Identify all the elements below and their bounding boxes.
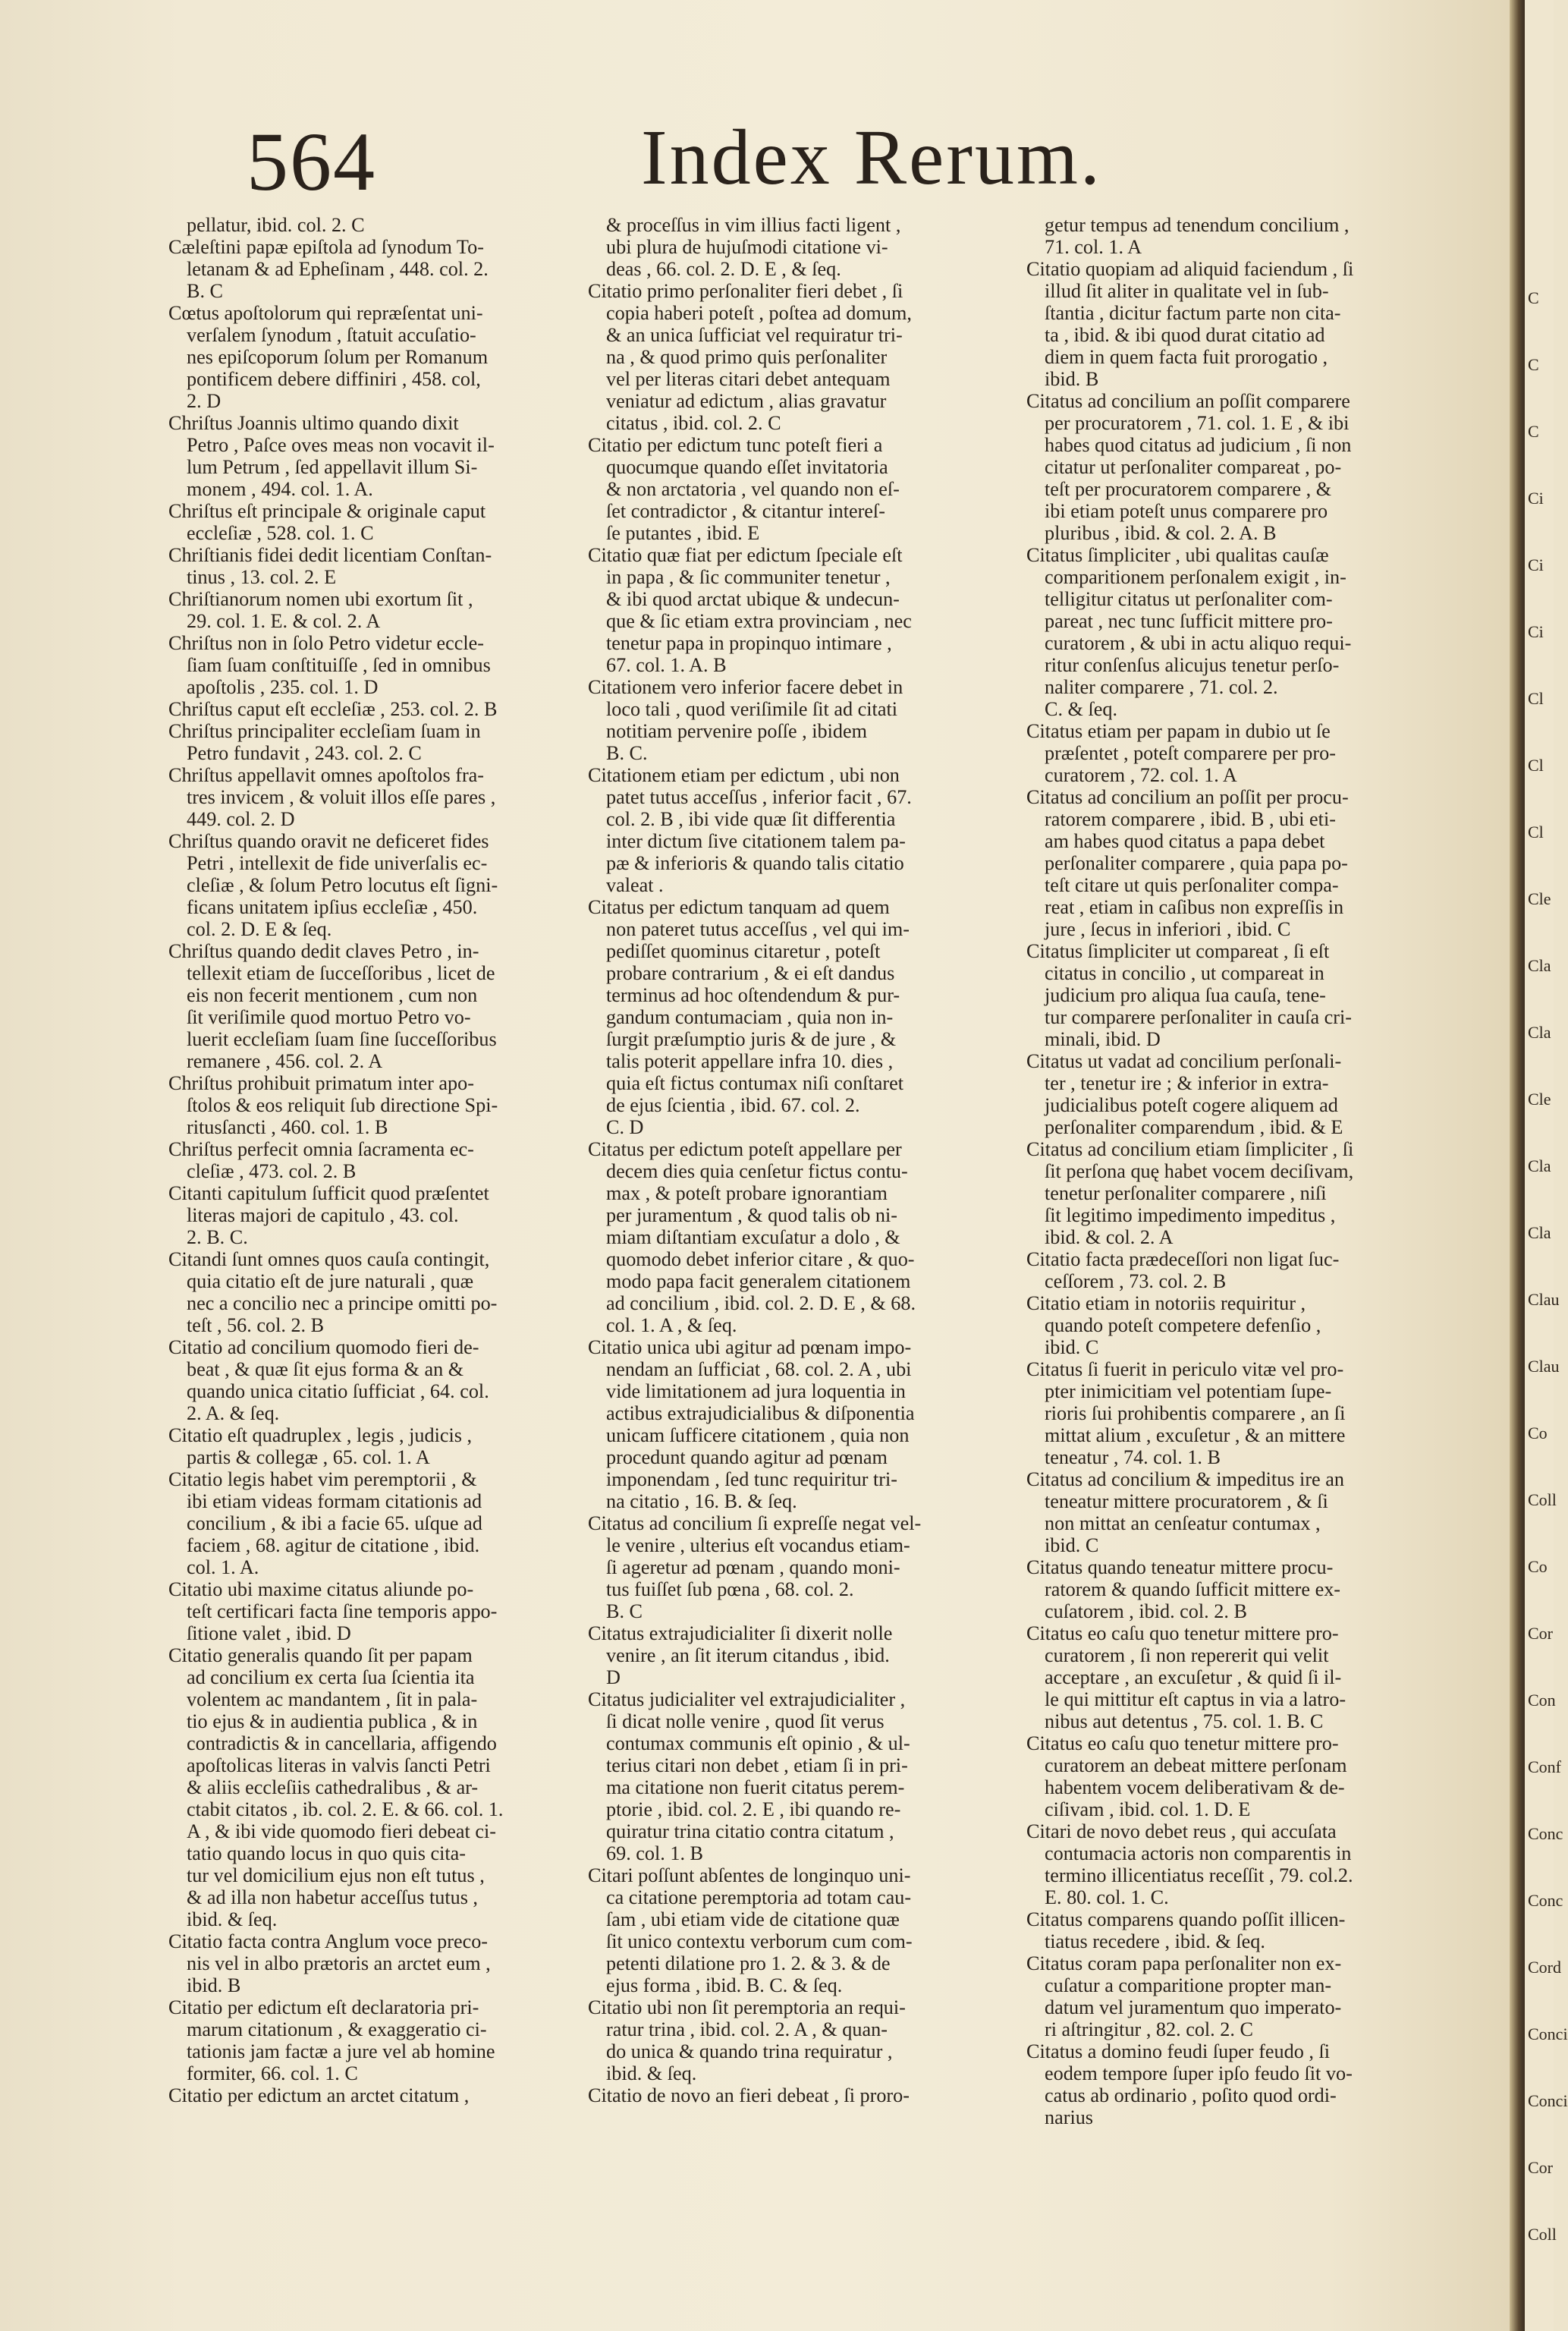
index-line: contumax communis eſt opinio , & ul- — [606, 1732, 910, 1754]
index-line: letanam & ad Epheſinam , 448. col. 2. — [187, 258, 489, 280]
next-page-fragment: C — [1528, 355, 1539, 374]
index-line: Citari poſſunt abſentes de longinquo uni- — [588, 1864, 911, 1886]
next-page-fragment: Cle — [1528, 1090, 1551, 1109]
index-line: Citatus ut vadat ad concilium perſonali- — [1026, 1050, 1342, 1072]
index-line: Chriſtus caput eſt eccleſiæ , 253. col. 2. B — [168, 698, 498, 720]
index-line: Citatus eo caſu quo tenetur mittere pro- — [1026, 1622, 1339, 1644]
index-line: Citatio ad concilium quomodo fieri de- — [168, 1336, 479, 1358]
index-line: non pateret tutus acceſſus , vel qui im- — [606, 918, 910, 940]
index-line: monem , 494. col. 1. A. — [187, 478, 373, 500]
index-line: Citari de novo debet reus , qui accuſata — [1026, 1820, 1337, 1842]
index-line: Citatio eſt quadruplex , legis , judicis , — [168, 1424, 473, 1446]
index-line: teſt certificari facta ſine temporis appo- — [187, 1600, 498, 1622]
next-page-fragment: Cl — [1528, 689, 1544, 708]
index-line: mittat alium , excuſetur , & an mittere — [1045, 1424, 1346, 1446]
index-line: jure , ſecus in inferiori , ibid. C — [1045, 918, 1291, 940]
index-line: Citatus ſimpliciter , ubi qualitas cauſæ — [1026, 544, 1329, 566]
index-line: Citatio quæ fiat per edictum ſpeciale eſt — [588, 544, 903, 566]
index-line: B. C — [606, 1600, 643, 1622]
index-line: lum Petrum , ſed appellavit illum Si- — [187, 456, 478, 478]
index-line: 71. col. 1. A — [1045, 236, 1142, 258]
index-line: ratur trina , ibid. col. 2. A , & quan- — [606, 2018, 888, 2040]
index-line: contumacia actoris non comparentis in — [1045, 1842, 1352, 1864]
index-line: acceptare , an excuſetur , & quid ſi il- — [1045, 1666, 1342, 1688]
index-line: cuſatur a comparitione propter man- — [1045, 1974, 1332, 1996]
index-line: tationis jam factæ a jure vel ab homine — [187, 2040, 495, 2062]
index-line: na , & quod primo quis perſonaliter — [606, 346, 888, 368]
index-line: ſet contradictor , & citantur intereſ- — [606, 500, 885, 522]
index-line: vel per literas citari debet antequam — [606, 368, 891, 390]
index-line: quomodo debet inferior citare , & quo- — [606, 1248, 915, 1270]
index-line: Citatus per edictum poteſt appellare per — [588, 1138, 902, 1160]
index-line: 2. D — [187, 390, 222, 412]
next-page-fragment: Conci — [1528, 2091, 1568, 2110]
next-page-fragment: Cla — [1528, 956, 1551, 975]
index-line: quando poteſt competere defenſio , — [1045, 1314, 1321, 1336]
index-line: perſonaliter comparendum , ibid. & E — [1045, 1116, 1343, 1138]
page-number: 564 — [247, 115, 376, 208]
index-line: catus ab ordinario , poſito quod ordi- — [1045, 2084, 1337, 2106]
next-page-fragment: Cl — [1528, 756, 1544, 775]
index-line: tellexit etiam de ſucceſſoribus , licet de — [187, 962, 495, 984]
index-line: talis poterit appellare infra 10. dies , — [606, 1050, 894, 1072]
index-line: Chriſtus Joannis ultimo quando dixit — [168, 412, 459, 434]
index-line: Citatio ubi maxime citatus aliunde po- — [168, 1578, 474, 1600]
index-line: Chriſtianorum nomen ubi exortum ſit , — [168, 588, 473, 610]
index-line: ri aſtringitur , 82. col. 2. C — [1045, 2018, 1253, 2040]
index-line: pæ & inferioris & quando talis citatio — [606, 852, 904, 874]
index-line: terminus ad hoc oſtendendum & pur- — [606, 984, 900, 1006]
index-line: Citatus a domino feudi ſuper feudo , ſi — [1026, 2040, 1331, 2062]
index-line: Citatus ad concilium an poſſit per procu- — [1026, 786, 1349, 808]
index-line: Citatus extrajudicialiter ſi dixerit nolle — [588, 1622, 893, 1644]
index-line: faciem , 68. agitur de citatione , ibid. — [187, 1534, 480, 1556]
index-line: le qui mittitur eſt captus in via a latro- — [1045, 1688, 1346, 1710]
next-page-fragment: Ci — [1528, 489, 1544, 508]
index-line: datum vel juramentum quo imperato- — [1045, 1996, 1342, 2018]
index-line: C. D — [606, 1116, 644, 1138]
index-line: E. 80. col. 1. C. — [1045, 1886, 1169, 1908]
next-page-fragment: Clau — [1528, 1357, 1560, 1376]
index-line: ratorem comparere , ibid. B , ubi eti- — [1045, 808, 1336, 830]
index-line: ritur conſenſus alicujus tenetur perſo- — [1045, 654, 1340, 676]
index-line: Citatus judicialiter vel extrajudicialiter , — [588, 1688, 906, 1710]
index-line: quocumque quando eſſet invitatoria — [606, 456, 888, 478]
index-line: gandum contumaciam , quia non in- — [606, 1006, 894, 1028]
index-line: habentem vocem deliberativam & de- — [1045, 1776, 1345, 1798]
index-line: comparitionem perſonalem exigit , in- — [1045, 566, 1346, 588]
index-line: B. C — [187, 280, 224, 302]
next-page-fragment: Co — [1528, 1557, 1548, 1576]
index-line: tatio quando locus in quo quis cita- — [187, 1842, 467, 1864]
index-line: miam diſtantiam excuſatur a dolo , & — [606, 1226, 900, 1248]
next-page-fragment: Cor — [1528, 1624, 1553, 1643]
index-line: ibid. & ſeq. — [187, 1908, 278, 1930]
next-page-fragment: Cla — [1528, 1223, 1551, 1242]
index-line: tur comparere perſonaliter in cauſa cri- — [1045, 1006, 1352, 1028]
index-line: que & ſic etiam extra provinciam , nec — [606, 610, 912, 632]
index-line: Citatus comparens quando poſſit illicen- — [1026, 1908, 1346, 1930]
index-line: tiatus recedere , ibid. & ſeq. — [1045, 1930, 1265, 1952]
index-line: tio ejus & in audientia publica , & in — [187, 1710, 478, 1732]
index-line: per procuratorem , 71. col. 1. E , & ibi — [1045, 412, 1350, 434]
index-line: eccleſiæ , 528. col. 1. C — [187, 522, 374, 544]
next-page-fragment: Ci — [1528, 555, 1544, 574]
index-line: Chriſtus non in ſolo Petro videtur eccle- — [168, 632, 485, 654]
index-line: Citatio generalis quando ſit per papam — [168, 1644, 473, 1666]
next-page-fragment: Conc — [1528, 1824, 1563, 1843]
next-page-fragment: Coll — [1528, 2225, 1557, 2244]
index-line: Chriſtus quando dedit claves Petro , in- — [168, 940, 479, 962]
index-line: getur tempus ad tenendum concilium , — [1045, 214, 1350, 236]
index-line: ſurgit præſumptio juris & de jure , & — [606, 1028, 897, 1050]
index-line: terius citari non debet , etiam ſi in pri- — [606, 1754, 908, 1776]
index-line: ter , tenetur ire ; & inferior in extra- — [1045, 1072, 1329, 1094]
index-line: 69. col. 1. B — [606, 1842, 704, 1864]
index-line: curatorem , 72. col. 1. A — [1045, 764, 1237, 786]
index-line: Citatus ad concilium ſi expreſſe negat vel- — [588, 1512, 922, 1534]
index-line: eis non fecerit mentionem , cum non — [187, 984, 478, 1006]
index-line: unicam ſufficere citationem , quia non — [606, 1424, 910, 1446]
index-line: nibus aut detentus , 75. col. 1. B. C — [1045, 1710, 1324, 1732]
index-line: præſentet , poteſt comparere per pro- — [1045, 742, 1336, 764]
index-line: Chriſtianis fidei dedit licentiam Conſtan- — [168, 544, 492, 566]
index-line: Chriſtus quando oravit ne deficeret fides — [168, 830, 489, 852]
index-line: Citatus ſimpliciter ut compareat , ſi eſt — [1026, 940, 1330, 962]
next-page-fragment: Cl — [1528, 823, 1544, 841]
index-line: & non arctatoria , vel quando non eſ- — [606, 478, 900, 500]
index-line: Cœtus apoſtolorum qui repræſentat uni- — [168, 302, 483, 324]
index-line: marum citationum , & exaggeratio ci- — [187, 2018, 487, 2040]
index-line: Citatus ad concilium & impeditus ire an — [1026, 1468, 1344, 1490]
index-line: ibid. B — [1045, 368, 1099, 390]
index-line: Citatio etiam in notoriis requiritur , — [1026, 1292, 1306, 1314]
index-line: venire , an ſit iterum citandus , ibid. — [606, 1644, 890, 1666]
index-line: contradictis & in cancellaria, affigendo — [187, 1732, 497, 1754]
index-line: Chriſtus prohibuit primatum inter apo- — [168, 1072, 474, 1094]
index-line: remanere , 456. col. 2. A — [187, 1050, 383, 1072]
index-line: le venire , ulterius eſt vocandus etiam- — [606, 1534, 910, 1556]
index-line: & ad illa non habetur acceſſus tutus , — [187, 1886, 478, 1908]
index-line: D — [606, 1666, 621, 1688]
index-line: patet tutus acceſſus , inferior facit , 67. — [606, 786, 912, 808]
index-line: eodem tempore ſuper ipſo feudo ſit vo- — [1045, 2062, 1353, 2084]
index-line: partis & collegæ , 65. col. 1. A — [187, 1446, 430, 1468]
index-line: teſt , 56. col. 2. B — [187, 1314, 325, 1336]
index-line: ficans unitatem ipſius eccleſiæ , 450. — [187, 896, 478, 918]
index-line: col. 1. A. — [187, 1556, 259, 1578]
index-line: ſam , ubi etiam vide de citatione quæ — [606, 1908, 900, 1930]
index-line: procedunt quando agitur ad pœnam — [606, 1446, 888, 1468]
index-line: ibid. & ſeq. — [606, 2062, 697, 2084]
index-line: apoſtolis , 235. col. 1. D — [187, 676, 379, 698]
index-line: in papa , & ſic communiter tenetur , — [606, 566, 891, 588]
index-line: cleſiæ , 473. col. 2. B — [187, 1160, 357, 1182]
index-line: ibid. C — [1045, 1336, 1099, 1358]
index-line: Citatio ubi non ſit peremptoria an requi- — [588, 1996, 906, 2018]
next-page-fragment: Cord — [1528, 1958, 1561, 1977]
index-line: rioris ſui prohibentis comparere , an ſi — [1045, 1402, 1346, 1424]
index-line: beat , & quæ ſit ejus forma & an & — [187, 1358, 464, 1380]
index-line: habes quod citatus ad judicium , ſi non — [1045, 434, 1352, 456]
index-line: max , & poteſt probare ignorantiam — [606, 1182, 888, 1204]
index-line: teneatur mittere procuratorem , & ſi — [1045, 1490, 1328, 1512]
index-line: tinus , 13. col. 2. E — [187, 566, 337, 588]
index-line: inter dictum ſive citationem talem pa- — [606, 830, 906, 852]
index-line: tur vel domicilium ejus non eſt tutus , — [187, 1864, 485, 1886]
index-line: Petri , intellexit de fide univerſalis ec- — [187, 852, 488, 874]
index-line: decem dies quia cenſetur fictus contu- — [606, 1160, 908, 1182]
index-line: ritusſancti , 460. col. 1. B — [187, 1116, 388, 1138]
index-line: citatus in concilio , ut compareat in — [1045, 962, 1324, 984]
index-line: volentem ac mandantem , ſit in pala- — [187, 1688, 478, 1710]
index-line: Chriſtus eſt principale & originale caput — [168, 500, 486, 522]
index-line: nis vel in albo prætoris an arctet eum , — [187, 1952, 491, 1974]
index-line: quia citatio eſt de jure naturali , quæ — [187, 1270, 474, 1292]
index-line: diem in quem facta fuit prorogatio , — [1045, 346, 1328, 368]
index-line: Citatio per edictum tunc poteſt fieri a — [588, 434, 883, 456]
index-line: pontificem debere diffiniri , 458. col, — [187, 368, 481, 390]
index-line: Citatus ſi fuerit in periculo vitæ vel pro- — [1026, 1358, 1344, 1380]
index-line: ibid. & col. 2. A — [1045, 1226, 1174, 1248]
index-line: per juramentum , & quod talis ob ni- — [606, 1204, 898, 1226]
index-line: B. C. — [606, 742, 648, 764]
index-line: Chriſtus principaliter eccleſiam ſuam in — [168, 720, 481, 742]
index-line: ctabit citatos , ib. col. 2. E. & 66. col. 1. — [187, 1798, 504, 1820]
book-gutter — [1510, 0, 1525, 2331]
index-line: teſt citare ut quis perſonaliter compa- — [1045, 874, 1339, 896]
index-line: ciſivam , ibid. col. 1. D. E — [1045, 1798, 1251, 1820]
index-line: nendam an ſufficiat , 68. col. 2. A , ubi — [606, 1358, 912, 1380]
index-line: ſi ageretur ad pœnam , quando moni- — [606, 1556, 900, 1578]
index-line: Citatio facta contra Anglum voce preco- — [168, 1930, 489, 1952]
index-line: Chriſtus perfecit omnia ſacramenta ec- — [168, 1138, 474, 1160]
next-page-fragment: Coll — [1528, 1490, 1557, 1509]
index-line: Citatio legis habet vim peremptorii , & — [168, 1468, 477, 1490]
index-line: ſit veriſimile quod mortuo Petro vo- — [187, 1006, 471, 1028]
index-line: Citanti capitulum ſufficit quod præſentet — [168, 1182, 489, 1204]
index-line: 449. col. 2. D — [187, 808, 295, 830]
index-column-2 — [588, 214, 944, 2106]
index-line: ſi dicat nolle venire , quod ſit verus — [606, 1710, 885, 1732]
index-line: quia eſt fictus contumax niſi conſtaret — [606, 1072, 903, 1094]
index-line: naliter comparere , 71. col. 2. — [1045, 676, 1278, 698]
index-line: Petro fundavit , 243. col. 2. C — [187, 742, 422, 764]
index-line: narius — [1045, 2106, 1093, 2128]
index-line: ſit legitimo impedimento impeditus , — [1045, 1204, 1336, 1226]
index-line: ſtolos & eos reliquit ſub directione Spi- — [187, 1094, 498, 1116]
index-line: Petro , Paſce oves meas non vocavit il- — [187, 434, 495, 456]
index-line: citatus , ibid. col. 2. C — [606, 412, 781, 434]
index-line: valeat . — [606, 874, 664, 896]
next-page-fragment: Cla — [1528, 1023, 1551, 1042]
index-line: cuſatorem , ibid. col. 2. B — [1045, 1600, 1247, 1622]
index-line: Citatio per edictum an arctet citatum , — [168, 2084, 470, 2106]
next-page-fragment: Ci — [1528, 622, 1544, 641]
index-line: na citatio , 16. B. & ſeq. — [606, 1490, 797, 1512]
index-line: Citatus per edictum tanquam ad quem — [588, 896, 890, 918]
index-line: Citatus etiam per papam in dubio ut ſe — [1026, 720, 1331, 742]
index-line: ta , ibid. & ibi quod durat citatio ad — [1045, 324, 1325, 346]
index-line: citatur ut perſonaliter compareat , po- — [1045, 456, 1342, 478]
index-line: ſtantia , dicitur factum parte non cita- — [1045, 302, 1341, 324]
index-line: Citatio de novo an fieri debeat , ſi proro- — [588, 2084, 910, 2106]
index-line: concilium , & ibi a facie 65. uſque ad — [187, 1512, 482, 1534]
index-line: Citatus eo caſu quo tenetur mittere pro- — [1026, 1732, 1339, 1754]
index-line: Citatio unica ubi agitur ad pœnam impo- — [588, 1336, 912, 1358]
index-line: reat , etiam in caſibus non expreſſis in — [1045, 896, 1344, 918]
index-line: curatorem , ſi non repererit qui velit — [1045, 1644, 1329, 1666]
index-line: Citatio facta prædeceſſori non ligat ſuc- — [1026, 1248, 1340, 1270]
index-line: tenetur perſonaliter comparere , niſi — [1045, 1182, 1327, 1204]
index-line: col. 1. A , & ſeq. — [606, 1314, 737, 1336]
index-line: Citatio quopiam ad aliquid faciendum , ſi — [1026, 258, 1354, 280]
index-line: & proceſſus in vim illius facti ligent , — [606, 214, 901, 236]
index-line: veniatur ad edictum , alias gravatur — [606, 390, 887, 412]
index-line: luerit eccleſiam ſuam ſine ſucceſſoribus — [187, 1028, 497, 1050]
next-page-fragment: C — [1528, 422, 1539, 441]
index-line: 2. A. & ſeq. — [187, 1402, 280, 1424]
index-line: & ibi quod arctat ubique & undecun- — [606, 588, 900, 610]
index-line: apoſtolicas literas in valvis ſancti Petri — [187, 1754, 491, 1776]
index-line: ptorie , ibid. col. 2. E , ibi quando re- — [606, 1798, 901, 1820]
index-line: teſt per procuratorem comparere , & — [1045, 478, 1332, 500]
index-line: loco tali , quod veriſimile ſit ad citati — [606, 698, 897, 720]
index-line: do unica & quando trina requiratur , — [606, 2040, 893, 2062]
next-page-fragment: C — [1528, 288, 1539, 307]
index-line: telligitur citatus ut perſonaliter com- — [1045, 588, 1333, 610]
index-line: ibi etiam poteſt unus comparere pro — [1045, 500, 1328, 522]
index-column-1 — [168, 214, 521, 2106]
index-line: ubi plura de hujuſmodi citatione vi- — [606, 236, 888, 258]
index-line: pediſſet quominus citaretur , poteſt — [606, 940, 881, 962]
index-line: termino illicentiatus receſſit , 79. col.2. — [1045, 1864, 1353, 1886]
index-line: actibus extrajudicialibus & diſponentia — [606, 1402, 915, 1424]
index-line: Citationem etiam per edictum , ubi non — [588, 764, 900, 786]
next-page-fragment: Cle — [1528, 889, 1551, 908]
next-page-fragment: Conci — [1528, 2024, 1568, 2043]
index-line: tres invicem , & voluit illos eſſe pares , — [187, 786, 496, 808]
index-line: formiter, 66. col. 1. C — [187, 2062, 358, 2084]
index-line: imponendam , ſed tunc requiritur tri- — [606, 1468, 897, 1490]
next-page-fragment: Con — [1528, 1691, 1556, 1710]
index-line: Citatus quando teneatur mittere procu- — [1026, 1556, 1334, 1578]
index-line: curatorem , & ubi in actu aliquo requi- — [1045, 632, 1352, 654]
index-line: teneatur , 74. col. 1. B — [1045, 1446, 1221, 1468]
index-line: Citatio primo perſonaliter fieri debet , ſi — [588, 280, 903, 302]
index-line: ceſſorem , 73. col. 2. B — [1045, 1270, 1227, 1292]
index-line: ſit unico contextu verborum cum com- — [606, 1930, 913, 1952]
index-line: pter inimicitiam vel potentiam ſupe- — [1045, 1380, 1332, 1402]
index-line: col. 2. B , ibi vide quæ ſit differentia — [606, 808, 896, 830]
index-line: 29. col. 1. E. & col. 2. A — [187, 610, 381, 632]
index-line: copia haberi poteſt , poſtea ad domum, — [606, 302, 912, 324]
index-line: ſiam ſuam conſtituiſſe , ſed in omnibus — [187, 654, 491, 676]
index-line: Cæleſtini papæ epiſtola ad ſynodum To- — [168, 236, 484, 258]
index-line: & an unica ſufficiat vel requiratur tri- — [606, 324, 903, 346]
index-line: illud ſit aliter in qualitate vel in ſub- — [1045, 280, 1329, 302]
index-line: Chriſtus appellavit omnes apoſtolos fra- — [168, 764, 485, 786]
index-line: ratorem & quando ſufficit mittere ex- — [1045, 1578, 1341, 1600]
index-line: pluribus , ibid. & col. 2. A. B — [1045, 522, 1277, 544]
index-line: cleſiæ , & ſolum Petro locutus eſt ſigni- — [187, 874, 498, 896]
index-line: ad concilium ex certa ſua ſcientia ita — [187, 1666, 475, 1688]
next-page-fragment: Conf — [1528, 1757, 1561, 1776]
next-page-fragment: Clau — [1528, 1290, 1560, 1309]
index-line: Citatus ad concilium etiam ſimpliciter , ſi — [1026, 1138, 1354, 1160]
index-line: perſonaliter comparere , quia papa po- — [1045, 852, 1348, 874]
index-line: A , & ibi vide quomodo fieri debeat ci- — [187, 1820, 496, 1842]
index-line: tus fuiſſet ſub pœna , 68. col. 2. — [606, 1578, 854, 1600]
index-line: de ejus ſcientia , ibid. 67. col. 2. — [606, 1094, 860, 1116]
index-line: nes epiſcoporum ſolum per Romanum — [187, 346, 489, 368]
index-line: & aliis eccleſiis cathedralibus , & ar- — [187, 1776, 479, 1798]
index-line: verſalem ſynodum , ſtatuit accuſatio- — [187, 324, 476, 346]
next-page-edge — [1525, 0, 1568, 2331]
next-page-fragment: Cla — [1528, 1156, 1551, 1175]
index-line: literas majori de capitulo , 43. col. — [187, 1204, 459, 1226]
index-line: am habes quod citatus a papa debet — [1045, 830, 1325, 852]
index-line: judicium pro aliqua ſua cauſa, tene- — [1045, 984, 1326, 1006]
index-line: deas , 66. col. 2. D. E , & ſeq. — [606, 258, 841, 280]
index-line: ſit perſona quę habet vocem deciſivam, — [1045, 1160, 1354, 1182]
index-line: pellatur, ibid. col. 2. C — [187, 214, 365, 236]
index-line: Citandi ſunt omnes quos cauſa contingit, — [168, 1248, 490, 1270]
index-line: ſe putantes , ibid. E — [606, 522, 760, 544]
next-page-fragment: Co — [1528, 1423, 1548, 1442]
index-line: tenetur papa in propinquo intimare , — [606, 632, 892, 654]
index-line: ad concilium , ibid. col. 2. D. E , & 68. — [606, 1292, 916, 1314]
index-line: notitiam pervenire poſſe , ibidem — [606, 720, 867, 742]
index-line: non mittat an cenſeatur contumax , — [1045, 1512, 1321, 1534]
index-line: quiratur trina citatio contra citatum , — [606, 1820, 894, 1842]
next-page-fragment: Conc — [1528, 1891, 1563, 1910]
index-line: ibid. B — [187, 1974, 241, 1996]
index-line: minali, ibid. D — [1045, 1028, 1161, 1050]
index-line: ca citatione peremptoria ad totam cau- — [606, 1886, 912, 1908]
index-line: nec a concilio nec a principe omitti po- — [187, 1292, 498, 1314]
index-line: vide limitationem ad jura loquentia in — [606, 1380, 906, 1402]
index-column-3 — [1026, 214, 1379, 2128]
index-line: ſitione valet , ibid. D — [187, 1622, 351, 1644]
index-line: Citatio per edictum eſt declaratoria pri- — [168, 1996, 479, 2018]
index-line: ma citatione non fuerit citatus perem- — [606, 1776, 905, 1798]
index-line: col. 2. D. E & ſeq. — [187, 918, 332, 940]
index-line: ibid. C — [1045, 1534, 1099, 1556]
index-line: Citatus ad concilium an poſſit comparere — [1026, 390, 1350, 412]
index-line: 67. col. 1. A. B — [606, 654, 727, 676]
index-line: Citationem vero inferior facere debet in — [588, 676, 903, 698]
index-line: curatorem an debeat mittere perſonam — [1045, 1754, 1347, 1776]
index-line: modo papa facit generalem citationem — [606, 1270, 911, 1292]
index-line: C. & ſeq. — [1045, 698, 1118, 720]
next-page-fragment: Cor — [1528, 2158, 1553, 2177]
index-line: Citatus coram papa perſonaliter non ex- — [1026, 1952, 1342, 1974]
index-line: petenti dilatione pro 1. 2. & 3. & de — [606, 1952, 891, 1974]
index-line: pareat , nec tunc ſufficit mittere pro- — [1045, 610, 1333, 632]
index-line: probare contrarium , & ei eſt dandus — [606, 962, 895, 984]
index-line: judicialibus poteſt cogere aliquem ad — [1045, 1094, 1338, 1116]
index-line: quando unica citatio ſufficiat , 64. col. — [187, 1380, 489, 1402]
index-line: 2. B. C. — [187, 1226, 248, 1248]
index-line: ejus forma , ibid. B. C. & ſeq. — [606, 1974, 843, 1996]
page-title: Index Rerum. — [641, 114, 1102, 201]
index-line: ibi etiam videas formam citationis ad — [187, 1490, 482, 1512]
